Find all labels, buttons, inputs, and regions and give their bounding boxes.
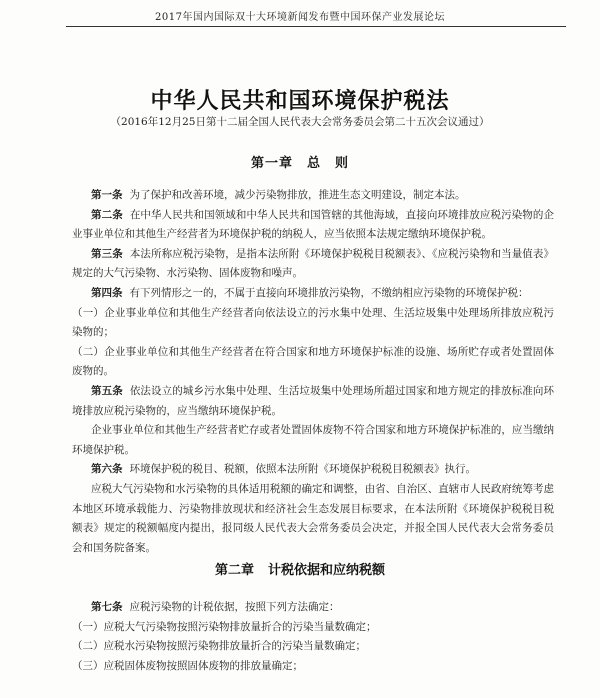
- article-number: 第六条: [91, 463, 123, 476]
- article-4: [72, 284, 554, 304]
- article-5-para-2: [72, 421, 554, 460]
- chapter-2-heading: [0, 559, 600, 578]
- paragraph-text: 应税大气污染物和水污染物的具体适用税额的确定和调整，由省、自治区、直辖市人民政府统筹考虑本地区环境承载能力、污染物排放现状和经济社会生态发展目标要求，在本法所附《环境保护税税目税额表》规定的税额幅度内提出，报同级人民代表大会常务委员会决定，并报全国人民代表大会常务委员会和国务院备案。: [72, 482, 554, 554]
- article-text: 有下列情形之一的，不属于直接向环境排放污染物，不缴纳相应污染物的环境保护税：: [129, 286, 529, 299]
- article-6: [72, 460, 554, 480]
- article-number: 第七条: [91, 601, 123, 613]
- running-header: 2017年国内国际双十大环境新闻发布暨中国环保产业发展论坛: [155, 12, 445, 23]
- article-text: 依法设立的城乡污水集中处理、生活垃圾集中处理场所超过国家和地方规定的排放标准向环境排放应税污染物的，应当缴纳环境保护税。: [72, 384, 555, 417]
- item-text: （一）应税大气污染物按照污染物排放量折合的污染当量数确定；: [72, 620, 377, 633]
- header-rule: [66, 26, 566, 27]
- article-text: 本法所称应税污染物，是指本法所附《环境保护税税目税额表》、《应税污染物和当量值表》规定的大气污染物、水污染物、固体废物和噪声。: [72, 247, 555, 280]
- chapter-1-heading: [0, 152, 600, 171]
- article-6-para-2: [72, 480, 554, 558]
- chapter-2-name: 计税依据和应纳税额: [268, 563, 386, 578]
- article-1: [72, 186, 554, 206]
- item-text: （一）企业事业单位和其他生产经营者向依法设立的污水集中处理、生活垃圾集中处理场所排放应税污染物的；: [72, 306, 554, 339]
- article-7: [72, 598, 554, 618]
- article-text: 环境保护税的税目、税额，依照本法所附《环境保护税税目税额表》执行。: [129, 463, 476, 476]
- chapter-2-body: [72, 598, 554, 676]
- article-text: 为了保护和改善环境，减少污染物排放，推进生态文明建设，制定本法。: [129, 189, 466, 201]
- law-title: 中华人民共和国环境保护税法: [150, 88, 450, 114]
- chapter-1-body: [72, 186, 554, 558]
- chapter-1-label: 第一章: [250, 156, 293, 171]
- article-7-item-2: [72, 637, 554, 657]
- article-7-item-1: [72, 618, 554, 638]
- adoption-note: （2016年12月25日第十二届全国人民代表大会常务委员会第二十五次会议通过）: [110, 116, 490, 128]
- article-4-item-1: [72, 304, 554, 343]
- article-text: 在中华人民共和国领域和中华人民共和国管辖的其他海域，直接向环境排放应税污染物的企业事业单位和其他生产经营者为环境保护税的纳税人，应当依照本法规定缴纳环境保护税。: [72, 208, 555, 241]
- article-5: [72, 382, 554, 421]
- chapter-2-label: 第二章: [214, 563, 254, 578]
- article-number: 第四条: [91, 286, 123, 299]
- article-number: 第五条: [91, 384, 123, 397]
- paragraph-text: 企业事业单位和其他生产经营者贮存或者处置固体废物不符合国家和地方环境保护标准的，应当缴纳环境保护税。: [72, 424, 554, 456]
- article-text: 应税污染物的计税依据，按照下列方法确定：: [129, 601, 340, 613]
- article-3: [72, 245, 554, 284]
- article-7-item-3: [72, 657, 554, 677]
- item-text: （二）应税水污染物按照污染物排放量折合的污染当量数确定；: [72, 640, 366, 653]
- item-text: （三）应税固体废物按照固体废物的排放量确定；: [72, 659, 303, 672]
- item-text: （二）企业事业单位和其他生产经营者在符合国家和地方环境保护标准的设施、场所贮存或者处置固体废物的。: [72, 345, 554, 378]
- article-4-item-2: [72, 343, 554, 382]
- article-number: 第二条: [91, 208, 123, 221]
- article-2: [72, 206, 554, 245]
- article-number: 第三条: [91, 247, 123, 260]
- article-number: 第一条: [91, 189, 123, 201]
- chapter-1-name: 总 则: [307, 156, 350, 171]
